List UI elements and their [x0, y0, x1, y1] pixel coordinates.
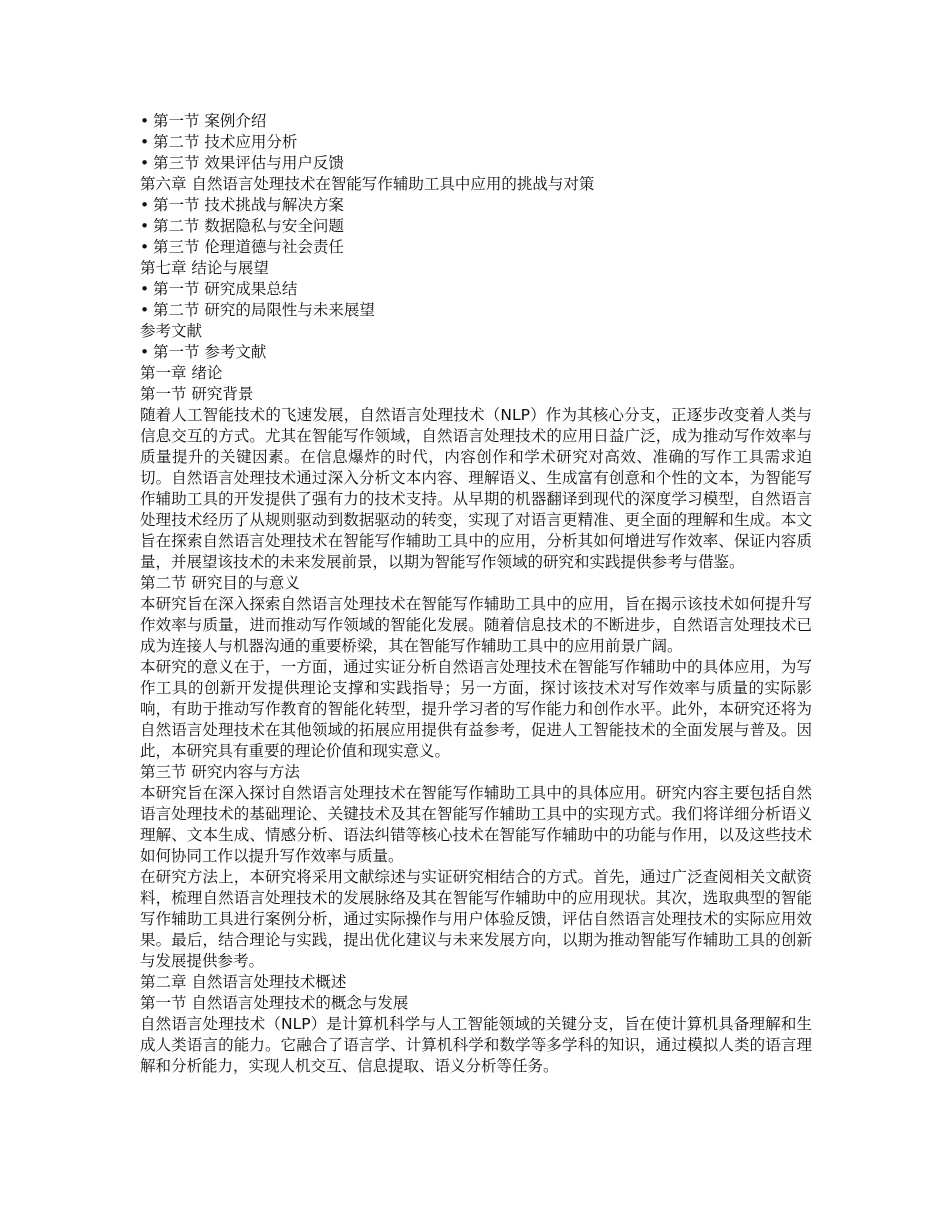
paragraph: 本研究旨在深入探索自然语言处理技术在智能写作辅助工具中的应用，旨在揭示该技术如何提升写作效率与质量，进而推动写作领域的智能化发展。随着信息技术的不断进步，自然语言处理技术已成为连接人与机器沟通的重要桥梁，其在智能写作辅助工具中的应用前景广阔。	[140, 595, 812, 655]
toc-item[interactable]: • 第三节 伦理道德与社会责任	[140, 237, 812, 258]
paragraph: 随着人工智能技术的飞速发展，自然语言处理技术（NLP）作为其核心分支，正逐步改变着人类与信息交互的方式。尤其在智能写作领域，自然语言处理技术的应用日益广泛，成为推动写作效率与质量提升的关键因素。在信息爆炸的时代，内容创作和学术研究对高效、准确的写作工具需求迫切。自然语言处理技术通过深入分析文本内容、理解语义、生成富有创意和个性的文本，为智能写作辅助工具的开发提供了强有力的技术支持。从早期的机器翻译到现代的深度学习模型，自然语言处理技术经历了从规则驱动到数据驱动的转变，实现了对语言更精准、更全面的理解和生成。本文旨在探索自然语言处理技术在智能写作辅助工具中的应用，分析其如何增进写作效率、保证内容质量，并展望该技术的未来发展前景，以期为智能写作领域的研究和实践提供参考与借鉴。	[140, 406, 812, 571]
section-heading: 第二节 研究目的与意义	[140, 574, 300, 592]
toc-item[interactable]: • 第一节 案例介绍	[140, 111, 812, 132]
toc-item[interactable]: • 第二节 数据隐私与安全问题	[140, 216, 812, 237]
toc-item[interactable]: • 第一节 技术挑战与解决方案	[140, 195, 812, 216]
paragraph: 本研究旨在深入探讨自然语言处理技术在智能写作辅助工具中的具体应用。研究内容主要包括自然语言处理技术的基础理论、关键技术及其在智能写作辅助工具中的实现方式。我们将详细分析语义理解、文本生成、情感分析、语法纠错等核心技术在智能写作辅助中的功能与作用，以及这些技术如何协同工作以提升写作效率与质量。	[140, 784, 812, 865]
document-body	[140, 363, 812, 1077]
toc-list	[140, 111, 812, 363]
section-heading: 第一节 研究背景	[140, 385, 254, 403]
toc-item[interactable]: • 第二节 研究的局限性与未来展望	[140, 300, 812, 321]
paragraph: 自然语言处理技术（NLP）是计算机科学与人工智能领域的关键分支，旨在使计算机具备理解和生成人类语言的能力。它融合了语言学、计算机科学和数学等多学科的知识，通过模拟人类的语言理解和分析能力，实现人机交互、信息提取、语义分析等任务。	[140, 1015, 812, 1075]
chapter-heading: 第二章 自然语言处理技术概述	[140, 973, 347, 991]
toc-item[interactable]: • 第一节 研究成果总结	[140, 279, 812, 300]
document-page	[140, 111, 812, 1077]
toc-item[interactable]: • 第一节 参考文献	[140, 342, 812, 363]
toc-chapter[interactable]: 第六章 自然语言处理技术在智能写作辅助工具中应用的挑战与对策	[140, 175, 595, 193]
toc-chapter[interactable]: 第七章 结论与展望	[140, 259, 269, 277]
toc-item[interactable]: • 第二节 技术应用分析	[140, 132, 812, 153]
paragraph: 在研究方法上，本研究将采用文献综述与实证研究相结合的方式。首先，通过广泛查阅相关文献资料，梳理自然语言处理技术的发展脉络及其在智能写作辅助中的应用现状。其次，选取典型的智能写作辅助工具进行案例分析，通过实际操作与用户体验反馈，评估自然语言处理技术的实际应用效果。最后，结合理论与实践，提出优化建议与未来发展方向，以期为推动智能写作辅助工具的创新与发展提供参考。	[140, 868, 812, 970]
paragraph: 本研究的意义在于，一方面，通过实证分析自然语言处理技术在智能写作辅助中的具体应用，为写作工具的创新开发提供理论支撑和实践指导；另一方面，探讨该技术对写作效率与质量的实际影响，有助于推动写作教育的智能化转型，提升学习者的写作能力和创作水平。此外，本研究还将为自然语言处理技术在其他领域的拓展应用提供有益参考，促进人工智能技术的全面发展与普及。因此，本研究具有重要的理论价值和现实意义。	[140, 658, 812, 760]
section-heading: 第一节 自然语言处理技术的概念与发展	[140, 994, 409, 1012]
toc-item[interactable]: • 第三节 效果评估与用户反馈	[140, 153, 812, 174]
chapter-heading: 第一章 绪论	[140, 364, 223, 382]
section-heading: 第三节 研究内容与方法	[140, 763, 300, 781]
toc-chapter[interactable]: 参考文献	[140, 322, 203, 340]
